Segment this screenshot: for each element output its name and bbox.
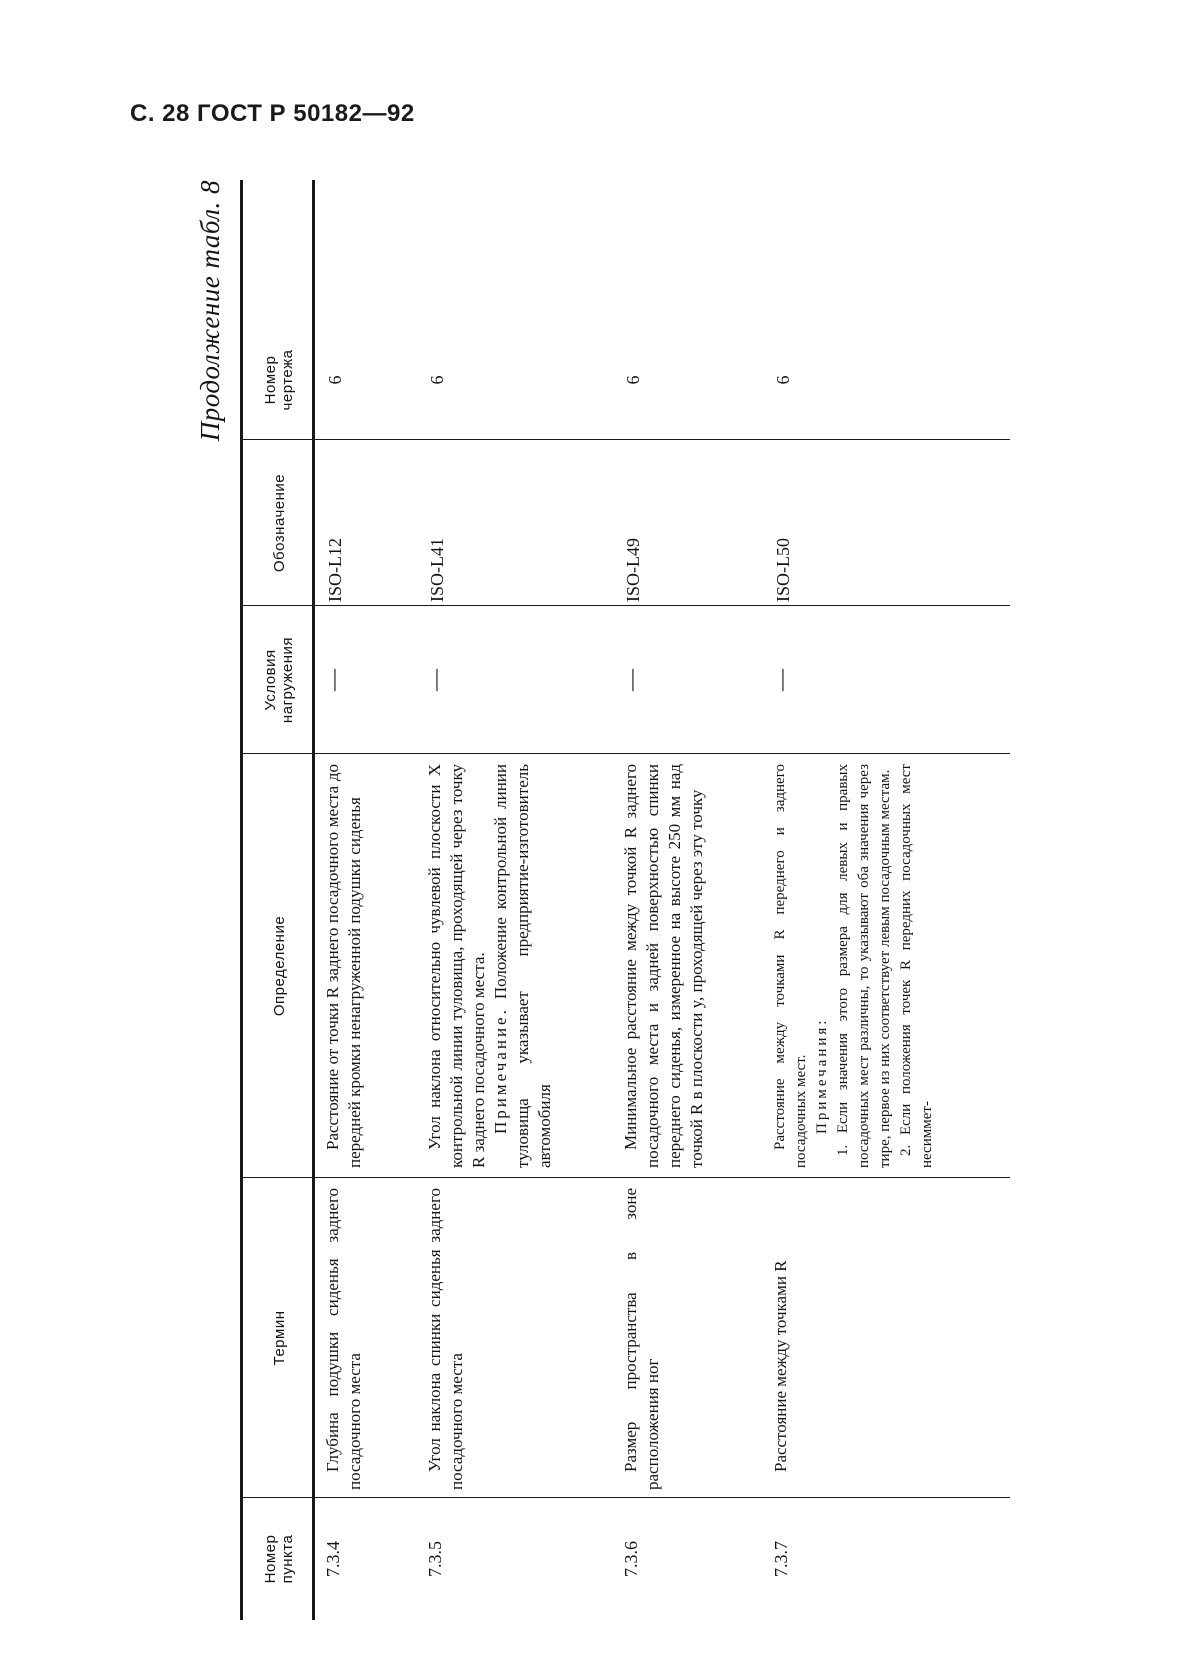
- definition-text: Расстояние от точки R заднего посадочного места до передней кромки ненагруженной подушки сиденья: [323, 764, 364, 1168]
- header-designation: Обозначение: [270, 473, 288, 573]
- row-designation: ISO-L12: [325, 538, 345, 602]
- row-definition: [770, 764, 938, 1168]
- row-conditions: —: [320, 669, 345, 691]
- row-conditions: —: [768, 669, 793, 691]
- note-item: 2. Если положения точек R передних посадочных мест несиммет-: [898, 764, 935, 1168]
- terms-table: [240, 180, 1010, 1620]
- row-number: 7.3.7: [771, 1541, 791, 1577]
- rotated-table-frame: [190, 180, 1010, 1620]
- row-term: Глубина подушки сиденья заднего посадочного места: [323, 1188, 364, 1490]
- page-header: С. 28 ГОСТ Р 50182—92: [130, 100, 415, 127]
- row-number: 7.3.5: [425, 1541, 445, 1577]
- header-number: Номер пункта: [262, 1534, 296, 1584]
- note-item: 1. Если значения этого размера для левых и правых посадочных мест различны, то указывают оба значения через тире, первое из них соответствует левым посадочным местам.: [835, 764, 893, 1168]
- header-term: Термин: [270, 1310, 288, 1366]
- row-drawing: 6: [427, 375, 447, 385]
- row-designation: ISO-L41: [427, 538, 447, 602]
- row-definition: [620, 764, 708, 1168]
- row-conditions: —: [422, 669, 447, 691]
- definition-note: [490, 764, 556, 1168]
- header-conditions: Условия нагружения: [262, 636, 296, 724]
- row-designation: ISO-L49: [623, 538, 643, 602]
- header-drawing: Номер чертежа: [262, 349, 296, 411]
- notes-label: Примечания:: [814, 1017, 830, 1134]
- definition-text: Расстояние между точками R переднего и заднего посадочных мест.: [772, 764, 809, 1168]
- row-drawing: 6: [773, 375, 793, 385]
- row-term: Расстояние между точками R: [771, 1260, 790, 1472]
- note-label: Примечание.: [491, 1007, 510, 1134]
- row-designation: ISO-L50: [773, 538, 793, 602]
- row-drawing: 6: [325, 375, 345, 385]
- table-header: [240, 180, 315, 1620]
- definition-text: Минимальное расстояние между точкой R заднего посадочного места и задней поверхностью спинки переднего сиденья, измеренное на высоте 250 мм над точкой R в плоскости y, проходящей через эту точку: [621, 764, 706, 1168]
- row-drawing: 6: [623, 375, 643, 385]
- row-definition: [322, 764, 366, 1168]
- row-number: 7.3.6: [621, 1541, 641, 1577]
- row-definition: [424, 764, 556, 1168]
- header-definition: Определение: [270, 915, 288, 1017]
- continuation-label: Продолжение табл. 8: [195, 180, 225, 442]
- column-rule: [240, 1177, 1010, 1178]
- row-term: Угол наклона спинки сиденья заднего посадочного места: [425, 1188, 466, 1490]
- row-number: 7.3.4: [323, 1541, 343, 1577]
- note-text: Положение контрольной линии туловища указывает предприятие-изготовитель автомобиля: [491, 763, 554, 1168]
- definition-text: Угол наклона относительно чувлевой плоскости X контрольной линии туловища, проходящей через точку R заднего посадочного места.: [425, 764, 488, 1168]
- row-conditions: —: [618, 669, 643, 691]
- row-term: Размер пространства в зоне расположения ног: [621, 1188, 662, 1490]
